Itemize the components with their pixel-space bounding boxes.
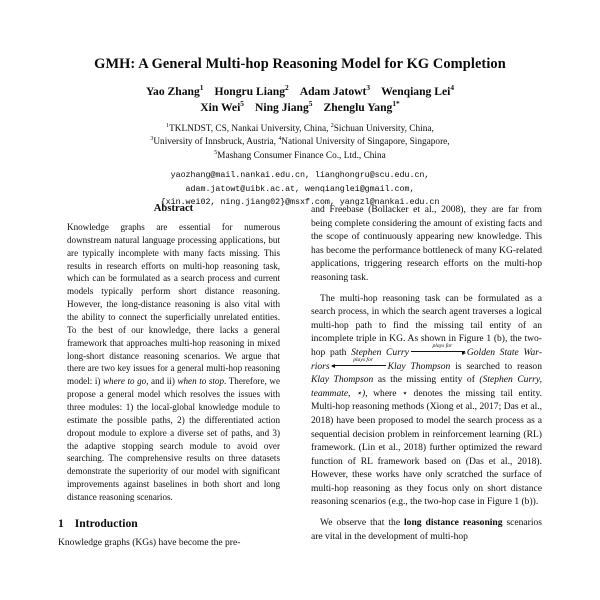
emphasis-long-distance-reasoning: long distance reasoning xyxy=(404,517,503,529)
incomplete-triple: (Stephen Curry, teammate, ⋆) xyxy=(311,374,542,399)
author-affiliation-marker: 3 xyxy=(366,83,371,93)
affiliation-list xyxy=(52,123,548,163)
author-name: Ning Jiang xyxy=(255,101,309,115)
author-line-2 xyxy=(52,100,548,116)
author-affiliation-marker: 1 xyxy=(199,83,204,93)
author-name: Wenqiang Lei xyxy=(381,85,451,98)
paragraph-long-distance xyxy=(311,516,542,543)
abstract-text-mid: , and ii) xyxy=(146,376,178,387)
relation-label: plays for xyxy=(432,343,453,350)
affiliation-marker: 3 xyxy=(150,136,154,143)
arrow-shaft xyxy=(411,351,465,352)
email-line[interactable]: {xin.wei02, ning.jiang02}@msxf.com, yangzl@nankai.edu.cn xyxy=(160,196,440,207)
left-column xyxy=(58,203,289,550)
author-name: Adam Jatowt xyxy=(299,85,367,98)
author-affiliation-marker: 5 xyxy=(308,99,313,109)
abstract-italic-when-to-stop: when to stop xyxy=(177,376,225,387)
affiliation-marker: 1 xyxy=(166,122,170,129)
paragraph-continued: and Freebase (Bollacker et al., 2008), they are far from being complete considering the amount of existing facts and the scope of continuously appearing new knowledge. This has become the performance bottleneck of many KG-related applications, triggering research efforts on the multi-hop reasoning task. xyxy=(311,204,542,283)
affiliation-line xyxy=(52,150,548,163)
author-entry xyxy=(324,101,400,114)
affiliation-text: Mashang Consumer Finance Co., Ltd., China xyxy=(217,150,386,161)
two-column-body xyxy=(0,203,600,550)
affiliation-text: National University of Singapore, Singapore, xyxy=(281,137,450,148)
entity-klay-thompson: Klay Thompson xyxy=(387,360,451,372)
abstract-body xyxy=(58,221,289,504)
entity-stephen-curry: Stephen Curry xyxy=(351,346,409,358)
paragraph-multi-hop-task xyxy=(311,292,542,510)
affiliation-marker: 4 xyxy=(278,136,282,143)
email-line[interactable]: adam.jatowt@uibk.ac.at, wenqianglei@gmail.com, xyxy=(185,183,415,194)
abstract-paragraph xyxy=(67,221,280,504)
relation-arrow-left-icon xyxy=(332,356,386,369)
para-text-c: as the missing entity of xyxy=(373,374,480,386)
author-affiliation-marker: 2 xyxy=(285,83,289,93)
affiliation-text: University of Innsbruck, Austria, xyxy=(153,137,276,148)
affiliation-marker: 5 xyxy=(214,149,218,156)
author-entry xyxy=(200,101,244,114)
page-title: GMH: A General Multi-hop Reasoning Model for KG Completion xyxy=(94,56,506,72)
arrow-shaft xyxy=(332,365,386,366)
author-affiliation-marker: 4 xyxy=(450,83,455,93)
arrow-head xyxy=(331,364,335,368)
author-name: Xin Wei xyxy=(200,101,241,115)
para-text-a: The multi-hop reasoning task can be formulated as a search process, in which the search agent traverses a logical multi-hop path to find the missing tail entity of an incomplete triple in KG. As shown in Figure 1 (b), the two-hop path xyxy=(311,292,542,358)
author-entry xyxy=(381,85,454,98)
introduction-body xyxy=(58,536,289,550)
author-affiliation-marker: 5 xyxy=(240,99,244,109)
author-list xyxy=(52,84,548,117)
arrow-head xyxy=(462,351,466,355)
section-title: Introduction xyxy=(74,516,138,530)
affiliation-marker: 2 xyxy=(330,122,334,129)
affiliation-line xyxy=(52,136,548,149)
author-name: Yao Zhang xyxy=(145,85,200,98)
title-block xyxy=(0,0,600,209)
introduction-paragraph: Knowledge graphs (KGs) have become the pre- xyxy=(58,536,241,548)
abstract-text-end: . Therefore, we propose a general model which resolves the issues with three modules: 1) the local-global knowledge module to estimate the possible paths, 2) the differentiated action dropout module to explore a diverse set of paths, and 3) the adaptive stopping search module to avoid over searching. The comprehensive results on three datasets demonstrate the superiority of our model with significant improvements against baselines in both short and long distance reasoning scenarios. xyxy=(67,376,281,503)
affiliation-text: Sichuan University, China, xyxy=(333,123,434,134)
abstract-heading: Abstract xyxy=(153,203,194,214)
author-name: Zhenglu Yang xyxy=(323,101,393,115)
entity-golden-state-warriors: Golden State War-riors xyxy=(311,346,543,372)
author-entry xyxy=(300,85,370,98)
relation-label: plays for xyxy=(353,356,373,363)
section-number: 1 xyxy=(58,516,64,530)
relation-arrow-right-icon xyxy=(411,343,465,355)
abstract-italic-where-to-go: where to go xyxy=(102,376,147,387)
section-heading-introduction xyxy=(58,517,289,530)
entity-klay-thompson-2: Klay Thompson xyxy=(311,374,374,386)
author-entry xyxy=(214,85,288,98)
abstract-text-1: Knowledge graphs are essential for numerous downstream natural language processing applications, but are typically incomplete with many facts missing. This results in research efforts on multi-hop reasoning task, which can be formulated as a search process and current models typically perform short distance reasoning. However, the long-distance reasoning is also vital with the ability to connect the superficially unrelated entities. To the best of our knowledge, there lacks a general framework that approaches multi-hop reasoning in mixed long-short distance reasoning scenarios. We argue that there are two key issues for a general multi-hop reasoning model: i) xyxy=(67,222,280,387)
para-text-d: , where ⋆ denotes the missing tail entity. Multi-hop reasoning methods (Xiong et al., 2017; Das et al., 2018) have been proposed to model the search process as a sequential decision problem in reinforcement learning (RL) framework. (Lin et al., 2018) further optimized the reward function of RL framework based on (Das et al., 2018). However, these works have only scratched the surface of multi-hop reasoning as they focus only on short distance reasoning scenarios (e.g., the two-hop case in Figure 1 (b)). xyxy=(311,387,542,508)
author-entry xyxy=(146,85,204,98)
affiliation-text: TKLNDST, CS, Nankai University, China, xyxy=(169,123,329,134)
author-name: Hongru Liang xyxy=(214,85,286,98)
email-line[interactable]: yaozhang@mail.nankai.edu.cn, lianghongru@scu.edu.cn, xyxy=(170,170,430,181)
author-line-1 xyxy=(52,84,548,100)
author-affiliation-marker: 1* xyxy=(392,99,400,109)
right-column xyxy=(311,203,542,550)
author-entry xyxy=(255,101,313,114)
para3-text-b: scenarios are vital in the development of multi-hop xyxy=(311,517,542,542)
right-column-body xyxy=(311,203,542,543)
para3-text-a: We observe that the xyxy=(320,517,405,529)
affiliation-line xyxy=(52,123,548,136)
para-text-b: is searched to reason xyxy=(450,360,542,372)
